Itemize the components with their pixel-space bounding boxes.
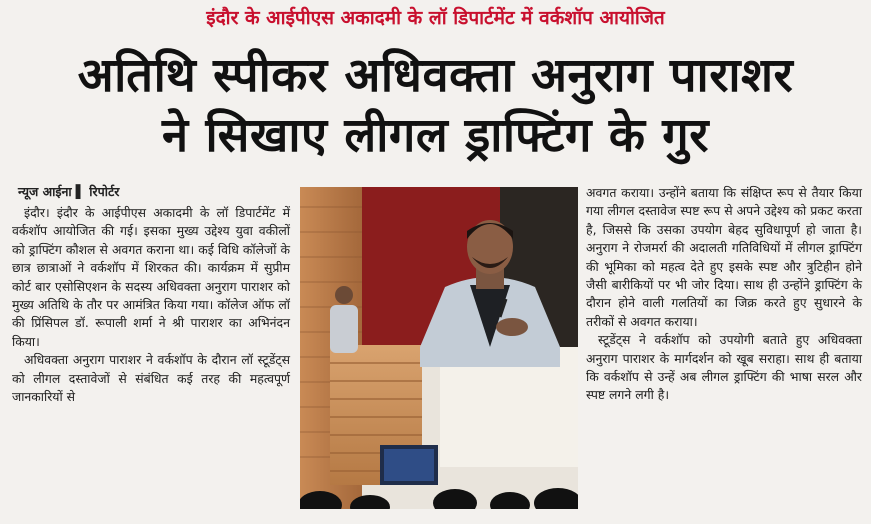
byline bbox=[18, 183, 288, 200]
byline-role: रिपोर्टर bbox=[89, 184, 120, 199]
small-speaker bbox=[330, 305, 358, 353]
headline bbox=[0, 46, 871, 166]
article-photo bbox=[300, 187, 578, 509]
right-paragraph-2: स्टूडेंट्स ने वर्कशॉप को उपयोगी बताते हुए अधिवक्ता अनुराग पाराशर के मार्गदर्शन को खूब सराहा। साथ ही बताया कि वर्कशॉप से उन्हें अब लीगल ड्राफ्टिंग की भाषा सरल और स्पष्ट लगने लगी है। bbox=[586, 332, 862, 403]
headline-line-2: ने सिखाए लीगल ड्राफ्टिंग के गुर bbox=[162, 108, 709, 163]
kicker-line: इंदौर के आईपीएस अकादमी के लॉ डिपार्टमेंट में वर्कशॉप आयोजित bbox=[206, 7, 665, 29]
right-paragraph-1: अवगत कराया। उन्होंने बताया कि संक्षिप्त रूप से तैयार किया गया लीगल दस्तावेज स्पष्ट रूप से अपने उद्देश्य को प्रकट करता है, जिससे कि उसका उपयोग बेहद सुविधापूर्ण हो जाता है। अनुराग ने रोजमर्रा की अदालती गतिविधियों में लीगल ड्राफ्टिंग की भूमिका को महत्व देते हुए इसके स्पष्ट और त्रुटिहीन होने जैसी बारीकियों पर भी जोर दिया। साथ ही उन्होंने ड्राफ्टिंग के दौरान होने वाली गलतियों का जिक्र करते हुए सुधारने के तरीकों से अवगत कराया। bbox=[586, 185, 862, 329]
byline-source: न्यूज आईना bbox=[18, 184, 72, 199]
left-column bbox=[12, 204, 290, 406]
right-column bbox=[586, 184, 862, 405]
photo-illustration bbox=[300, 187, 578, 509]
headline-line-1: अतिथि स्पीकर अधिवक्ता अनुराग पाराशर bbox=[77, 48, 794, 103]
left-paragraph-1: इंदौर। इंदौर के आईपीएस अकादमी के लॉ डिपार्टमेंट में वर्कशॉप आयोजित की गई। इसका मुख्य उद्देश्य युवा वकीलों को ड्राफ्टिंग कौशल से अवगत कराना था। कई विधि कॉलेजों के छात्र छात्राओं ने वर्कशॉप में शिरकत की। कार्यक्रम में सुप्रीम कोर्ट बार एसोसिएशन के सदस्य अधिवक्ता अनुराग पाराशर को मुख्य अतिथि के तौर पर आमंत्रित किया गया। कॉलेज ऑफ लॉ की प्रिंसिपल डॉ. रूपाली शर्मा ने श्री पाराशर का अभिनंदन किया। bbox=[12, 205, 290, 349]
byline-separator: ▌ bbox=[75, 184, 86, 199]
left-paragraph-2: अधिवक्ता अनुराग पाराशर ने वर्कशॉप के दौरान लॉ स्टूडेंट्स को लीगल दस्तावेजों से संबंधित कई तरह की महत्वपूर्ण जानकारियों से bbox=[12, 352, 290, 405]
